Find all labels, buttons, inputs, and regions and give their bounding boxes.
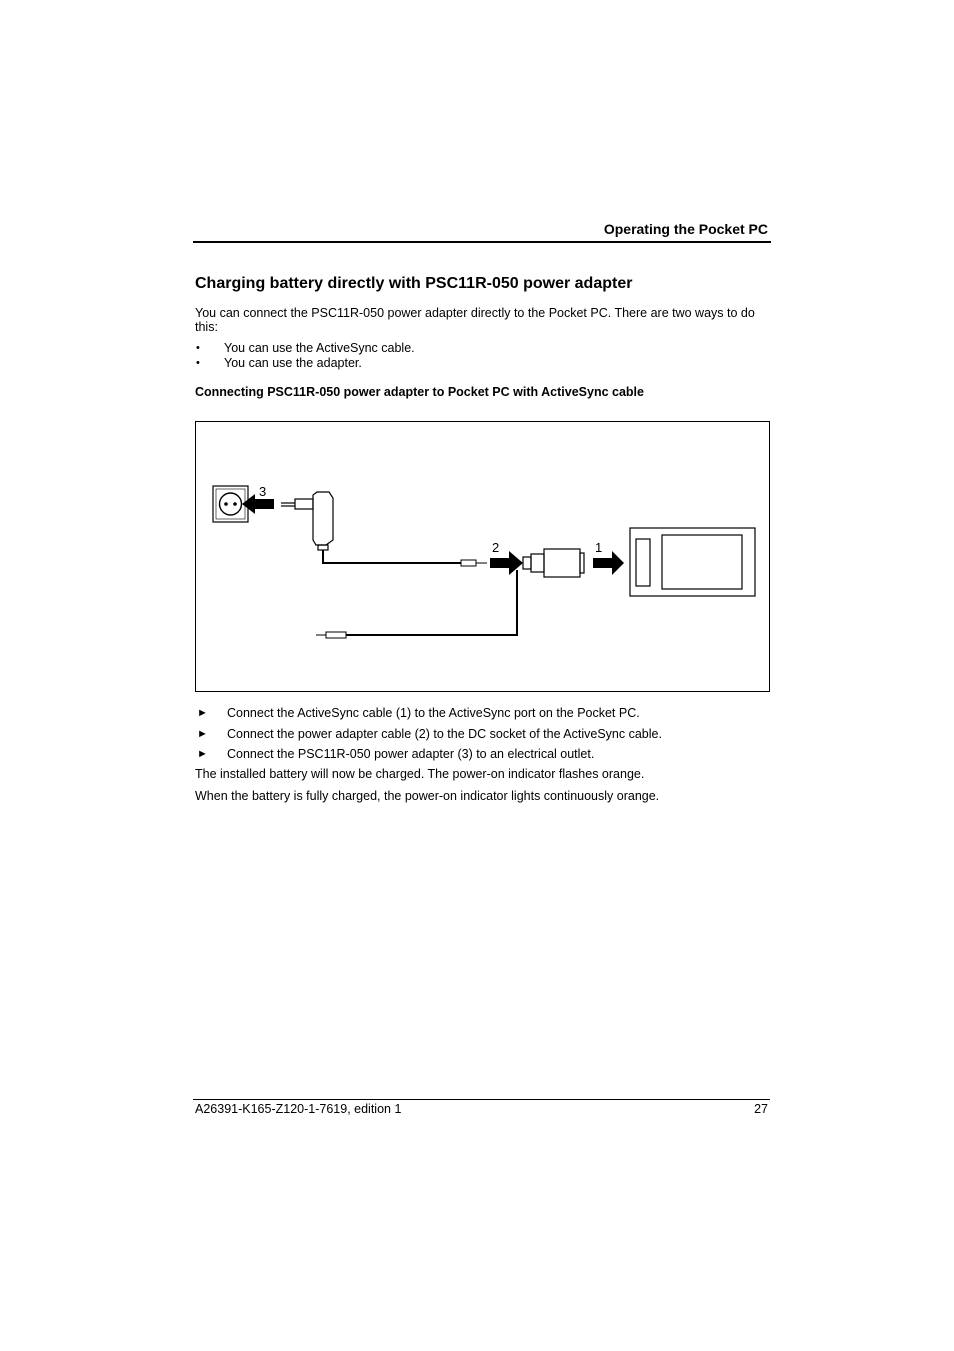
step-arrow-icon: ► — [197, 727, 208, 740]
dc-plug-icon — [461, 560, 487, 566]
list-item-label: You can use the ActiveSync cable. — [224, 341, 415, 355]
footer-rule — [193, 1099, 770, 1100]
activesync-connector-icon — [523, 549, 584, 577]
charged-paragraph: When the battery is fully charged, the power-on indicator lights continuously orange. — [195, 789, 660, 803]
list-item — [195, 705, 770, 726]
arrow-3-icon — [242, 494, 274, 514]
step-arrow-icon: ► — [197, 707, 208, 719]
step-arrow-icon: ► — [197, 748, 208, 760]
adapter-cable — [323, 550, 461, 563]
document-id: A26391-K165-Z120-1-7619, edition 1 — [195, 1102, 402, 1116]
connection-diagram — [195, 421, 770, 692]
list-item — [195, 746, 770, 767]
header-rule — [193, 241, 771, 243]
page-number: 27 — [754, 1102, 768, 1116]
list-item — [195, 356, 765, 371]
connection-diagram-svg — [196, 422, 769, 691]
step-text: Connect the PSC11R-050 power adapter (3) to an electrical outlet. — [227, 747, 595, 761]
pocket-pc-icon — [630, 528, 755, 596]
instruction-steps — [195, 705, 770, 767]
callout-1: 1 — [595, 540, 603, 555]
list-item-label: You can use the adapter. — [224, 356, 362, 370]
intro-paragraph: You can connect the PSC11R-050 power adapter directly to the Pocket PC. There are two ways to do this: — [195, 306, 755, 334]
list-item — [195, 726, 770, 747]
section-title: Charging battery directly with PSC11R-050 power adapter — [195, 275, 633, 292]
power-adapter-icon — [281, 492, 333, 550]
subsection-title: Connecting PSC11R-050 power adapter to Pocket PC with ActiveSync cable — [195, 385, 644, 399]
callout-2: 2 — [492, 540, 500, 555]
step-text: Connect the ActiveSync cable (1) to the ActiveSync port on the Pocket PC. — [227, 706, 640, 720]
activesync-plug-icon — [316, 632, 346, 638]
bullet-icon: • — [196, 357, 200, 369]
step-text: Connect the power adapter cable (2) to the DC socket of the ActiveSync cable. — [227, 726, 662, 741]
list-item — [195, 341, 765, 356]
activesync-cable — [346, 570, 517, 635]
charging-paragraph: The installed battery will now be charged. The power-on indicator flashes orange. — [195, 767, 645, 781]
callout-3: 3 — [259, 484, 267, 499]
option-bullet-list — [195, 341, 765, 371]
running-header: Operating the Pocket PC — [603, 221, 768, 237]
bullet-icon: • — [196, 342, 200, 354]
